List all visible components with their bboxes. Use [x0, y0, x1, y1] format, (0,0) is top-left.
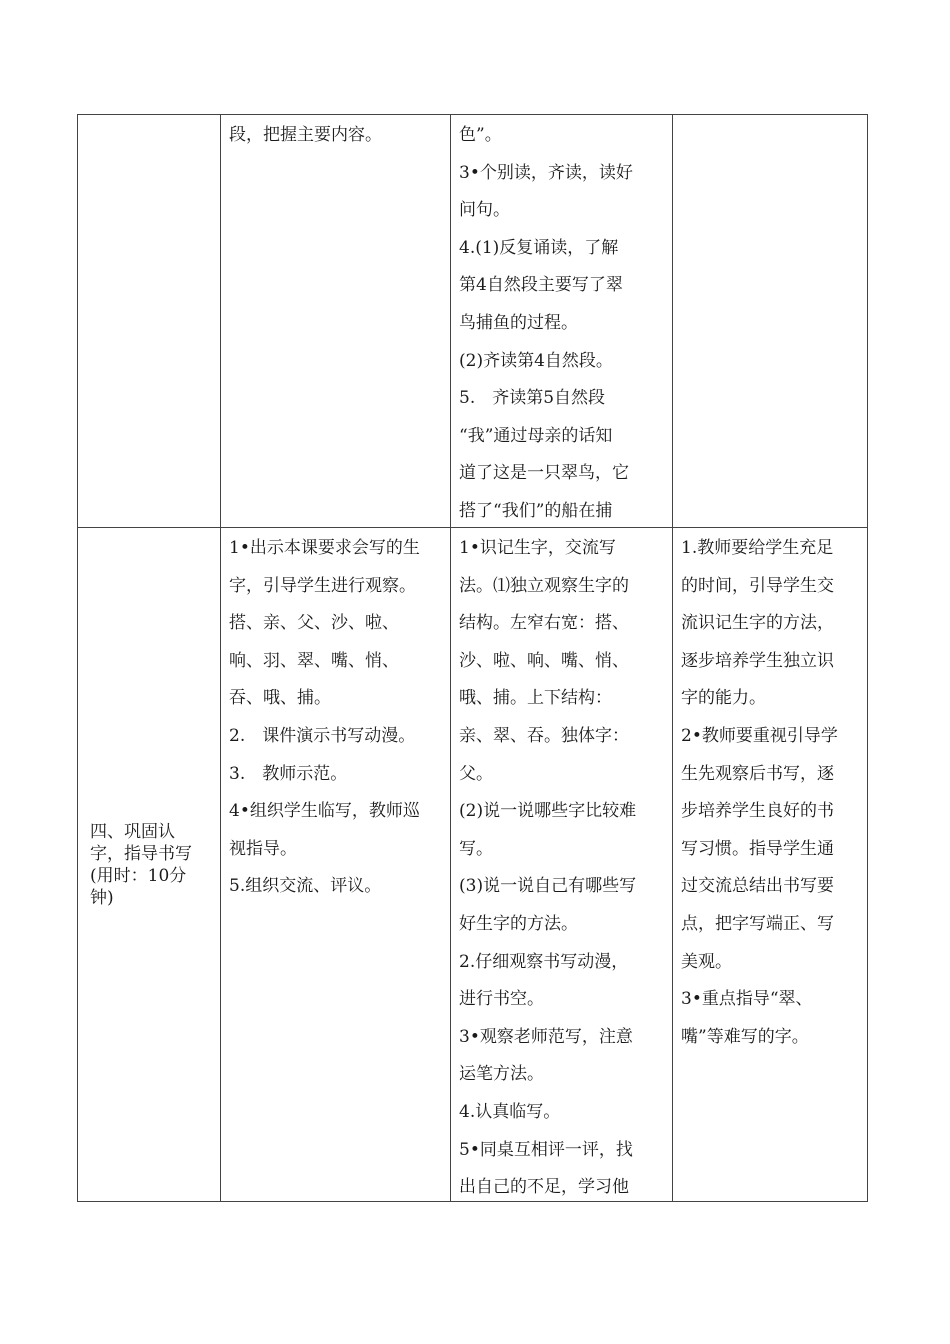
- text-line: 3. 教师示范。: [229, 763, 348, 784]
- student-activity-text: [451, 115, 672, 527]
- text-line: 字，引导学生进行观察。: [229, 575, 416, 596]
- text-line: 5.组织交流、评议。: [229, 876, 382, 897]
- text-line: 搭了“我们”的船在捕: [459, 500, 613, 521]
- text-line: 2•教师要重视引导学: [681, 725, 838, 746]
- text-line: 道了这是一只翠鸟，它: [459, 463, 629, 484]
- text-line: 字，指导书写: [90, 843, 192, 864]
- text-line: 步培养学生良好的书: [681, 801, 834, 822]
- text-line: 好生字的方法。: [459, 913, 578, 934]
- text-line: 1.教师要给学生充足: [681, 538, 834, 558]
- stage-label: [78, 821, 220, 909]
- text-line: 4•组织学生临写，教师巡: [229, 801, 420, 822]
- table-row-continued: [78, 115, 868, 528]
- text-line: 过交流总结出书写要: [681, 876, 834, 897]
- teacher-activity-cell: [221, 528, 451, 1202]
- text-line: 点，把字写端正、写: [681, 913, 834, 934]
- text-line: 亲、翠、吞。独体字：: [459, 725, 629, 746]
- table-row-stage-four: [78, 528, 868, 1202]
- text-line: 进行书空。: [459, 989, 544, 1010]
- text-line: 3•观察老师范写，注意: [459, 1026, 633, 1047]
- text-line: 4.(1)反复诵读，了解: [459, 237, 619, 258]
- design-notes-cell-empty: [673, 115, 868, 528]
- text-line: 1•出示本课要求会写的生: [229, 538, 420, 558]
- text-line: 流识记生字的方法，: [681, 613, 834, 634]
- text-line: 2.仔细观察书写动漫，: [459, 951, 629, 972]
- text-line: 5. 齐读第5自然段: [459, 388, 606, 409]
- text-line: 哦、捕。上下结构：: [459, 688, 612, 709]
- text-line: 生先观察后书写，逐: [681, 763, 834, 784]
- student-activity-text: [451, 528, 672, 1201]
- text-line: 2. 课件演示书写动漫。: [229, 725, 416, 746]
- teacher-activity-cell: [221, 115, 451, 528]
- text-line: 字的能力。: [681, 688, 766, 709]
- text-line: 响、羽、翠、嘴、悄、: [229, 650, 399, 671]
- text-line: 第4自然段主要写了翠: [459, 275, 623, 296]
- design-notes-text: [673, 528, 867, 1056]
- teacher-activity-text: [221, 115, 450, 155]
- text-line: 问句。: [459, 200, 510, 221]
- text-line: 3•个别读，齐读，读好: [459, 162, 633, 183]
- teacher-activity-text: [221, 528, 450, 906]
- text-line: 美观。: [681, 951, 732, 972]
- text-line: 出自己的不足，学习他: [459, 1177, 629, 1198]
- text-line: 嘴”等难写的字。: [681, 1026, 809, 1047]
- text-line: 父。: [459, 763, 493, 784]
- text-line: “我”通过母亲的话知: [459, 425, 613, 446]
- text-line: 法。⑴独立观察生字的: [459, 575, 629, 596]
- text-line: 写习惯。指导学生通: [681, 838, 834, 859]
- text-line: 逐步培养学生独立识: [681, 650, 834, 671]
- text-line: 5•同桌互相评一评，找: [459, 1139, 633, 1160]
- text-line: 钟): [90, 887, 114, 908]
- text-line: (2)说一说哪些字比较难: [459, 801, 637, 822]
- text-line: 4.认真临写。: [459, 1101, 561, 1122]
- text-line: 吞、哦、捕。: [229, 688, 331, 709]
- stage-cell-empty: [78, 115, 221, 528]
- text-line: 1•识记生字，交流写: [459, 538, 616, 558]
- text-line: 沙、啦、响、嘴、悄、: [459, 650, 629, 671]
- text-line: 运笔方法。: [459, 1064, 544, 1085]
- text-line: 四、巩固认: [90, 821, 175, 842]
- text-line: 鸟捕鱼的过程。: [459, 312, 578, 333]
- stage-cell: [78, 528, 221, 1202]
- text-line: 搭、亲、父、沙、啦、: [229, 613, 399, 634]
- text-line: 段，把握主要内容。: [229, 125, 382, 145]
- text-line: (用时：10分: [90, 865, 187, 886]
- text-line: 写。: [459, 838, 493, 859]
- student-activity-cell: [451, 528, 673, 1202]
- text-line: (3)说一说自己有哪些写: [459, 876, 637, 897]
- text-line: 结构。左窄右宽：搭、: [459, 613, 629, 634]
- student-activity-cell: [451, 115, 673, 528]
- text-line: 3•重点指导“翠、: [681, 989, 813, 1010]
- text-line: 的时间，引导学生交: [681, 575, 834, 596]
- lesson-plan-table: [77, 114, 868, 1202]
- text-line: (2)齐读第4自然段。: [459, 350, 613, 371]
- text-line: 色”。: [459, 125, 502, 145]
- design-notes-cell: [673, 528, 868, 1202]
- text-line: 视指导。: [229, 838, 297, 859]
